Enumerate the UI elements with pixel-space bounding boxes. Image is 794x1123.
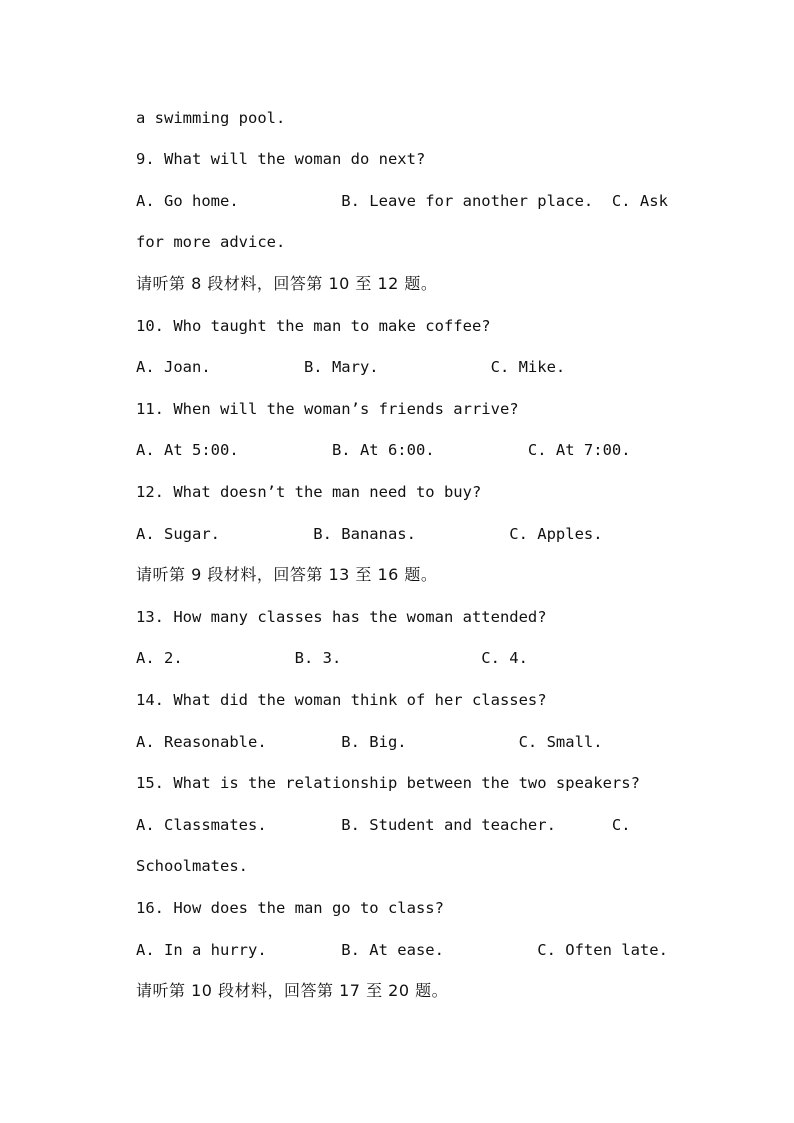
text-line: a swimming pool. xyxy=(136,109,286,127)
options-11: A. At 5:00. B. At 6:00. C. At 7:00. xyxy=(136,441,631,459)
options-15: A. Classmates. B. Student and teacher. C. xyxy=(136,816,631,834)
question-11: 11. When will the woman’s friends arrive? xyxy=(136,400,519,418)
options-10: A. Joan. B. Mary. C. Mike. xyxy=(136,358,566,376)
question-16: 16. How does the man go to class? xyxy=(136,899,444,917)
question-13: 13. How many classes has the woman attended? xyxy=(136,608,547,626)
section-instruction-10: 请听第 10 段材料，回答第 17 至 20 题。 xyxy=(136,981,449,1000)
options-15-cont: Schoolmates. xyxy=(136,857,248,875)
question-10: 10. Who taught the man to make coffee? xyxy=(136,317,491,335)
options-13: A. 2. B. 3. C. 4. xyxy=(136,649,528,667)
question-12: 12. What doesn’t the man need to buy? xyxy=(136,483,482,501)
section-instruction-9: 请听第 9 段材料，回答第 13 至 16 题。 xyxy=(136,565,438,584)
options-16: A. In a hurry. B. At ease. C. Often late. xyxy=(136,941,668,959)
section-instruction-8: 请听第 8 段材料，回答第 10 至 12 题。 xyxy=(136,274,438,293)
options-14: A. Reasonable. B. Big. C. Small. xyxy=(136,733,603,751)
question-14: 14. What did the woman think of her classes? xyxy=(136,691,547,709)
question-9: 9. What will the woman do next? xyxy=(136,150,426,168)
options-9-cont: for more advice. xyxy=(136,233,286,251)
options-9: A. Go home. B. Leave for another place. C. Ask xyxy=(136,192,668,210)
options-12: A. Sugar. B. Bananas. C. Apples. xyxy=(136,525,603,543)
question-15: 15. What is the relationship between the two speakers? xyxy=(136,774,640,792)
